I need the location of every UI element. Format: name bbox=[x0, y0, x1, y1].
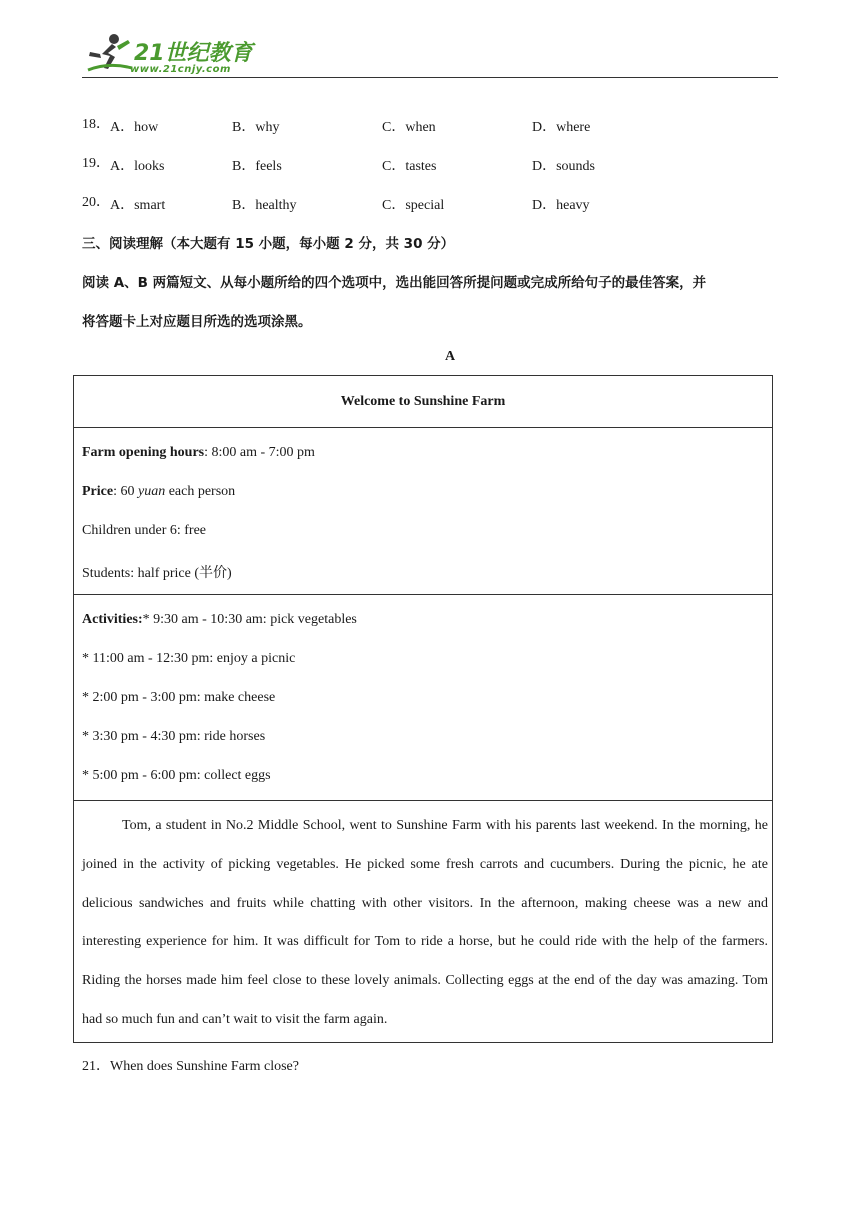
section-instruction-line1: 阅读 A、B 两篇短文、从每小题所给的四个选项中，选出能回答所提问题或完成所给句子的最佳答案，并 bbox=[82, 275, 707, 291]
logo-text: 21世纪教育 bbox=[134, 41, 253, 66]
table-divider bbox=[74, 427, 772, 428]
option-b[interactable]: B．feels bbox=[232, 159, 282, 174]
activity-item: * 3:30 pm - 4:30 pm: ride horses bbox=[82, 729, 266, 744]
price-value: : 60 bbox=[113, 484, 138, 499]
activity-item: * 5:00 pm - 6:00 pm: collect eggs bbox=[82, 768, 271, 783]
price bbox=[82, 484, 235, 500]
activity-item: * 9:30 am - 10:30 am: pick vegetables bbox=[142, 612, 357, 627]
question-number: 20． bbox=[82, 195, 110, 210]
students-price: Students: half price (半价) bbox=[82, 566, 232, 581]
section-instruction-line2: 将答题卡上对应题目所选的选项涂黑。 bbox=[82, 314, 312, 330]
option-c[interactable]: C．when bbox=[382, 120, 436, 135]
children-price: Children under 6: free bbox=[82, 523, 207, 538]
price-unit: yuan bbox=[137, 484, 166, 499]
option-b[interactable]: B．why bbox=[232, 120, 280, 135]
hours-label: Farm opening hours bbox=[82, 445, 205, 460]
option-d[interactable]: D．where bbox=[532, 120, 591, 135]
activity-item: * 2:00 pm - 3:00 pm: make cheese bbox=[82, 690, 276, 705]
option-d[interactable]: D．heavy bbox=[532, 198, 590, 213]
option-c[interactable]: C．tastes bbox=[382, 159, 437, 174]
page-header bbox=[82, 30, 778, 78]
story-paragraph: Tom, a student in No.2 Middle School, went to Sunshine Farm with his parents last weekend. In the morning, he joined in the activity of picking vegetables. He picked some fresh carrots and cucumbers. During the picnic, he ate delicious sandwiches and fruits while chatting with other visitors. In the afternoon, making cheese was a new and interesting experience for him. It was difficult for Tom to ride a horse, but he could ride with the help of the farmers. Riding the horses made him feel close to these lovely animals. Collecting eggs at the end of the day was amazing. Tom had so much fun and can’t wait to visit the farm again. bbox=[82, 818, 768, 1027]
option-d[interactable]: D．sounds bbox=[532, 159, 596, 174]
option-c[interactable]: C．special bbox=[382, 198, 445, 213]
opening-hours bbox=[82, 445, 315, 461]
header-divider bbox=[82, 77, 778, 78]
activity-item: * 11:00 am - 12:30 pm: enjoy a picnic bbox=[82, 651, 296, 666]
runner-logo-icon bbox=[84, 32, 134, 74]
price-suffix: each person bbox=[165, 484, 236, 499]
price-label: Price bbox=[82, 484, 114, 499]
logo bbox=[82, 30, 257, 78]
option-a[interactable]: A．looks bbox=[110, 159, 165, 174]
passage-label: A bbox=[444, 349, 456, 364]
table-title: Welcome to Sunshine Farm bbox=[340, 394, 506, 409]
activities-label: Activities: bbox=[82, 612, 143, 627]
activity-row bbox=[82, 612, 357, 628]
farm-info-table bbox=[73, 375, 773, 1043]
table-divider bbox=[74, 800, 772, 801]
table-divider bbox=[74, 594, 772, 595]
logo-url: www.21cnjy.com bbox=[130, 64, 231, 75]
option-a[interactable]: A．how bbox=[110, 120, 159, 135]
option-a[interactable]: A．smart bbox=[110, 198, 166, 213]
option-b[interactable]: B．healthy bbox=[232, 198, 297, 213]
question-21: 21．When does Sunshine Farm close? bbox=[82, 1059, 299, 1074]
hours-value: : 8:00 am - 7:00 pm bbox=[204, 445, 315, 460]
question-number: 18． bbox=[82, 117, 110, 132]
question-number: 19． bbox=[82, 156, 110, 171]
section-title: 三、阅读理解（本大题有 15 小题，每小题 2 分，共 30 分） bbox=[82, 236, 455, 252]
